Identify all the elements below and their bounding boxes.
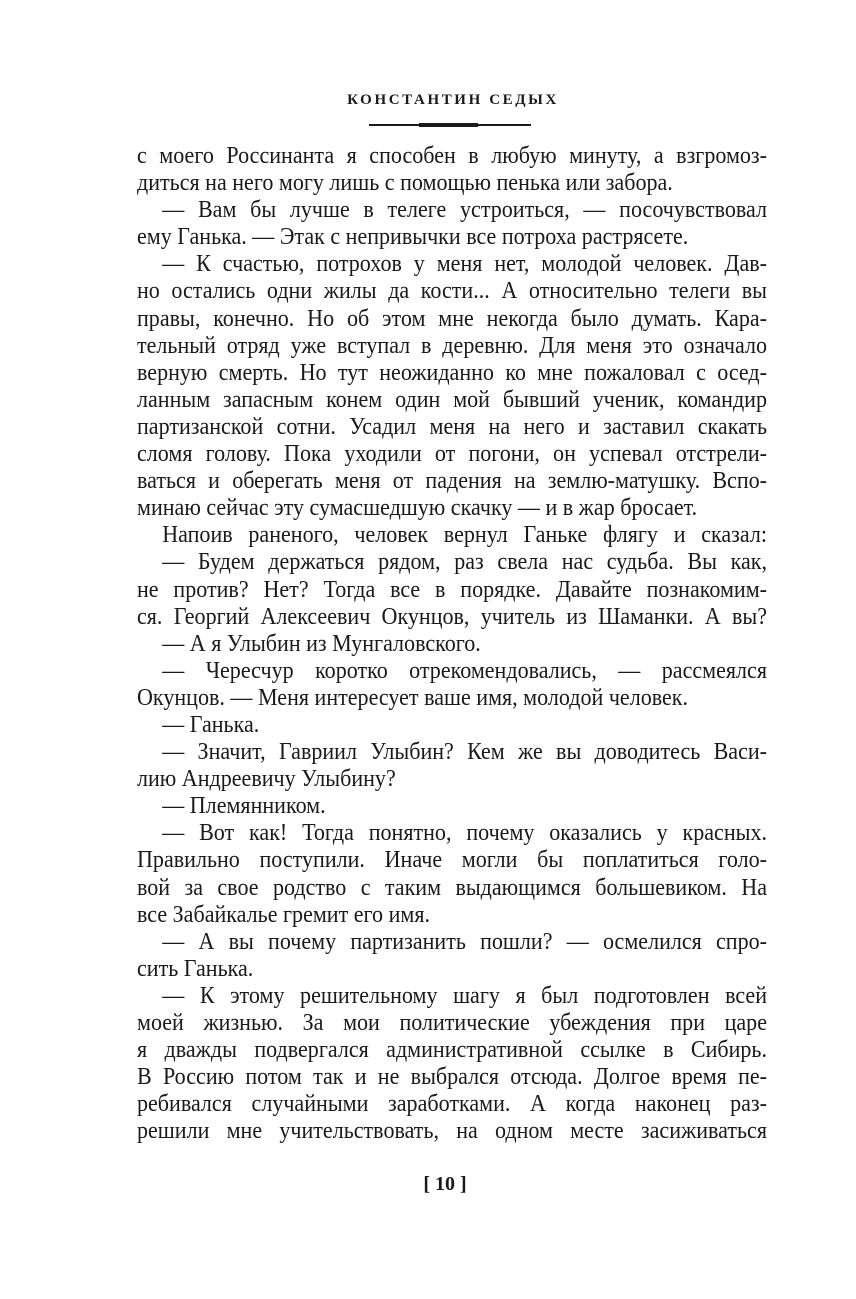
text-line: ваться и оберегать меня от падения на землю-матушку. Вспо- bbox=[137, 467, 767, 495]
text-line: — Чересчур коротко отрекомендовались, — рассмеялся bbox=[162, 656, 767, 684]
text-line: верную смерть. Но тут неожиданно ко мне пожаловал с осед- bbox=[137, 358, 767, 386]
text-line: я дважды подвергался административной ссылке в Сибирь. bbox=[137, 1036, 767, 1064]
text-line: Напоив раненого, человек вернул Ганьке флягу и сказал: bbox=[162, 521, 767, 549]
text-line: — Будем держаться рядом, раз свела нас судьба. Вы как, bbox=[162, 548, 767, 576]
text-line: ланным запасным конем один мой бывший ученик, командир bbox=[137, 385, 767, 413]
text-line: — К этому решительному шагу я был подготовлен всей bbox=[162, 981, 767, 1009]
text-line: Окунцов. — Меня интересует ваше имя, молодой человек. bbox=[137, 683, 689, 711]
text-line: партизанской сотни. Усадил меня на него и заставил скакать bbox=[137, 412, 767, 440]
text-line: — Вам бы лучше в телеге устроиться, — посочувствовал bbox=[162, 196, 767, 224]
text-line: лию Андреевичу Улыбину? bbox=[137, 765, 396, 793]
text-line: ребивался случайными заработками. А когда наконец раз- bbox=[137, 1090, 767, 1118]
text-line: все Забайкалье гремит его имя. bbox=[137, 900, 430, 928]
text-line: моей жизнью. За мои политические убеждения при царе bbox=[137, 1009, 767, 1036]
text-line: сить Ганька. bbox=[137, 954, 254, 982]
text-line: — Ганька. bbox=[162, 710, 260, 738]
text-line: ся. Георгий Алексеевич Окунцов, учитель из Шаманки. А вы? bbox=[137, 602, 767, 630]
body-text bbox=[137, 142, 767, 1144]
header-rule-ornament bbox=[419, 123, 478, 128]
text-line: — Вот как! Тогда понятно, почему оказались у красных. bbox=[162, 819, 767, 847]
text-line: вой за свое родство с таким выдающимся большевиком. На bbox=[137, 873, 767, 901]
text-line: Правильно поступили. Иначе могли бы поплатиться голо- bbox=[137, 846, 767, 874]
text-line: не против? Нет? Тогда все в порядке. Давайте познакомим- bbox=[137, 575, 767, 603]
text-line: тельный отряд уже вступал в деревню. Для меня это означало bbox=[137, 331, 767, 359]
text-line: — Значит, Гавриил Улыбин? Кем же вы доводитесь Васи- bbox=[162, 738, 767, 766]
text-line: правы, конечно. Но об этом мне некогда было думать. Кара- bbox=[137, 304, 767, 332]
text-line: — К счастью, потрохов у меня нет, молодой человек. Дав- bbox=[162, 250, 767, 278]
text-line: минаю сейчас эту сумасшедшую скачку — и в жар бросает. bbox=[137, 494, 698, 522]
text-line: В Россию потом так и не выбрался отсюда. Долгое время пе- bbox=[137, 1063, 767, 1091]
text-line: — Племянником. bbox=[162, 792, 326, 820]
text-line: решили мне учительствовать, на одном месте засиживаться bbox=[137, 1117, 767, 1145]
running-head-author: КОНСТАНТИН СЕДЫХ bbox=[347, 92, 559, 108]
text-line: но остались одни жилы да кости... А относительно телеги вы bbox=[137, 277, 767, 305]
text-line: сломя голову. Пока уходили от погони, он успевал отстрели- bbox=[137, 440, 767, 468]
page-number: [ 10 ] bbox=[423, 1173, 467, 1195]
text-line: — А я Улыбин из Мунгаловского. bbox=[162, 629, 481, 657]
text-line: с моего Россинанта я способен в любую минуту, а взгромоз- bbox=[137, 142, 767, 169]
text-line: ему Ганька. — Этак с непривычки все потроха растрясете. bbox=[137, 223, 689, 251]
text-line: — А вы почему партизанить пошли? — осмелился спро- bbox=[162, 927, 767, 955]
text-line: диться на него могу лишь с помощью пенька или забора. bbox=[137, 169, 673, 197]
